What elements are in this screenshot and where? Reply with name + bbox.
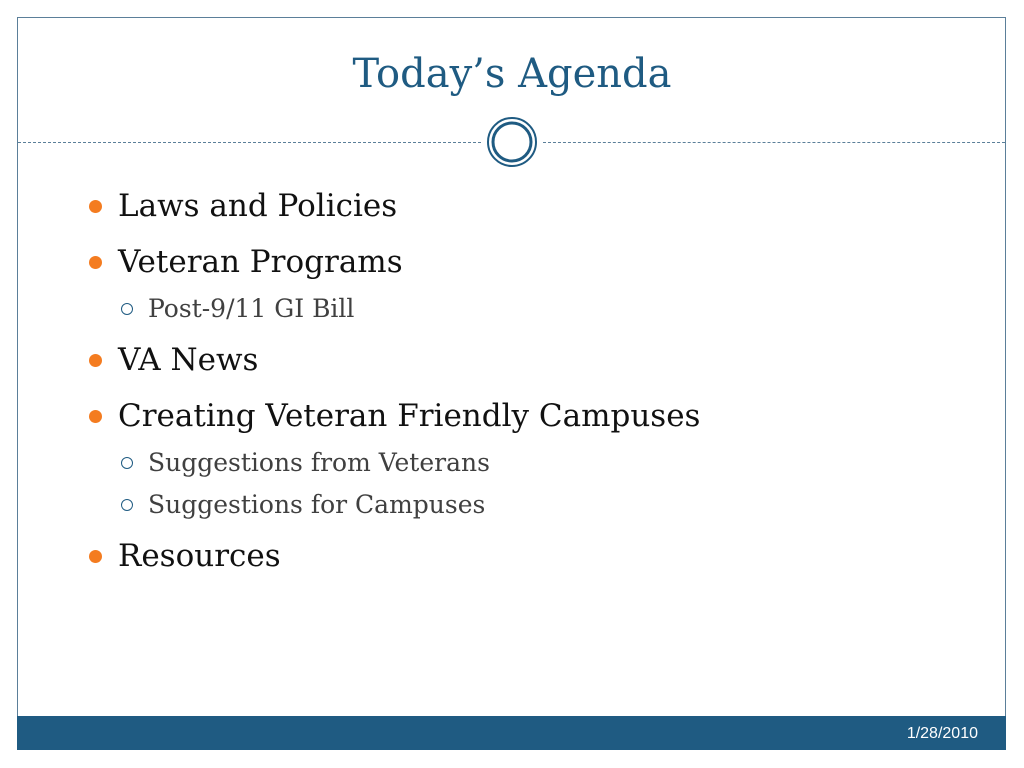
agenda-subitem-label: Post-9/11 GI Bill xyxy=(148,294,355,323)
agenda-item-label: Veteran Programs xyxy=(118,244,403,280)
agenda-item xyxy=(88,236,988,288)
agenda-subitem xyxy=(88,442,988,484)
orange-dot-bullet-icon xyxy=(89,550,102,563)
agenda-item-label: Laws and Policies xyxy=(118,188,398,224)
agenda-subitem-label: Suggestions for Campuses xyxy=(148,490,486,519)
ring-bullet-icon xyxy=(121,499,133,511)
footer-date: 1/28/2010 xyxy=(906,725,978,742)
agenda-item xyxy=(88,334,988,386)
agenda-subitem-label: Suggestions from Veterans xyxy=(148,448,490,477)
agenda-item xyxy=(88,390,988,442)
title-divider-left xyxy=(18,142,481,143)
agenda-list xyxy=(88,176,988,582)
agenda-subitem xyxy=(88,288,988,330)
agenda-item-label: VA News xyxy=(118,342,259,378)
ring-bullet-icon xyxy=(121,303,133,315)
circle-ornament-icon xyxy=(486,116,538,168)
title-divider-right xyxy=(543,142,1005,143)
slide-title: Today’s Agenda xyxy=(352,51,672,97)
orange-dot-bullet-icon xyxy=(89,200,102,213)
agenda-item xyxy=(88,180,988,232)
ring-bullet-icon xyxy=(121,457,133,469)
agenda-item xyxy=(88,530,988,582)
footer-bar xyxy=(17,716,1006,750)
orange-dot-bullet-icon xyxy=(89,354,102,367)
orange-dot-bullet-icon xyxy=(89,256,102,269)
orange-dot-bullet-icon xyxy=(89,410,102,423)
agenda-item-label: Resources xyxy=(118,538,281,574)
agenda-item-label: Creating Veteran Friendly Campuses xyxy=(118,398,701,434)
agenda-subitem xyxy=(88,484,988,526)
